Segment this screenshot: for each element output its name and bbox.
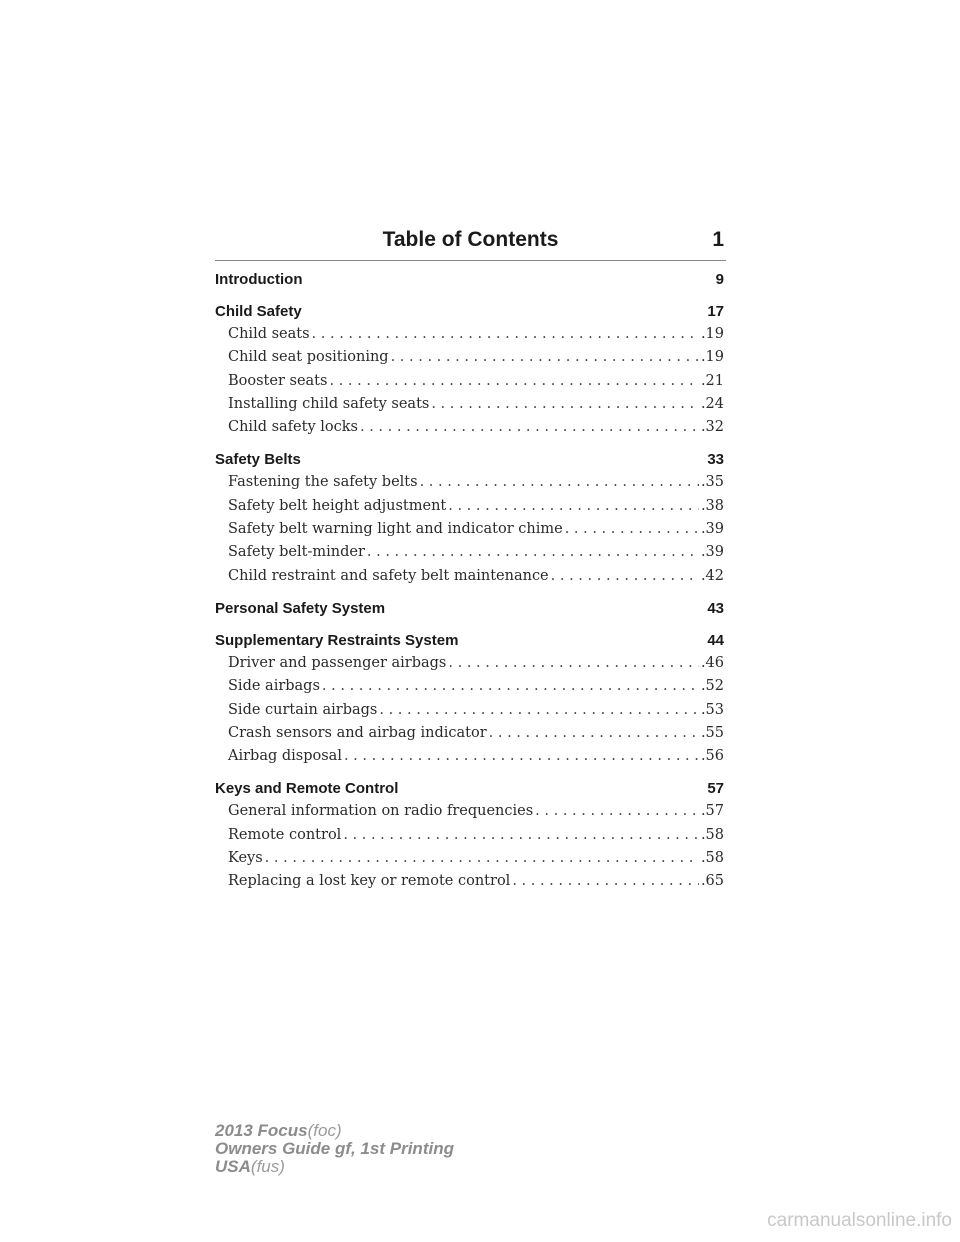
toc-section	[215, 268, 726, 294]
entry-page: .32	[700, 419, 724, 436]
toc-entry[interactable]	[215, 326, 726, 349]
entry-title: General information on radio frequencies	[228, 803, 534, 820]
entry-title: Safety belt-minder	[228, 544, 365, 561]
section-page: 33	[707, 451, 724, 469]
toc-entry[interactable]	[215, 873, 726, 896]
entry-title: Child restraint and safety belt maintenance	[228, 567, 549, 584]
entry-page: .58	[700, 826, 724, 843]
entry-title: Keys	[228, 850, 263, 867]
toc-section-heading[interactable]	[215, 597, 726, 623]
footer-line-1: 2013 Focus(foc)	[215, 1121, 342, 1140]
entry-title: Child seat positioning	[228, 349, 389, 366]
toc-entry[interactable]	[215, 349, 726, 372]
toc-section	[215, 597, 726, 623]
toc-entry[interactable]	[215, 850, 726, 873]
table-of-contents	[215, 268, 726, 903]
entry-page: .57	[700, 803, 724, 820]
dot-leader	[344, 748, 699, 764]
section-page: 43	[707, 599, 724, 617]
toc-entry[interactable]	[215, 678, 726, 701]
toc-entry[interactable]	[215, 655, 726, 678]
toc-entry[interactable]	[215, 498, 726, 521]
entry-page: .58	[700, 850, 724, 867]
toc-section-heading[interactable]	[215, 300, 726, 326]
entry-title: Driver and passenger airbags	[228, 654, 447, 671]
toc-entry[interactable]	[215, 748, 726, 771]
entry-title: Child safety locks	[228, 419, 358, 436]
toc-section	[215, 777, 726, 896]
section-title: Keys and Remote Control	[215, 780, 399, 798]
entry-title: Safety belt height adjustment	[228, 497, 447, 514]
section-page: 17	[707, 303, 724, 320]
toc-section	[215, 629, 726, 771]
entry-page: .55	[700, 724, 724, 741]
section-title: Supplementary Restraints System	[215, 631, 459, 649]
toc-section-heading[interactable]	[215, 268, 726, 294]
toc-entry[interactable]	[215, 568, 726, 591]
entry-page: .19	[700, 349, 724, 366]
entry-page: .39	[700, 521, 724, 538]
entry-page: .39	[700, 544, 724, 561]
dot-leader	[265, 850, 699, 866]
section-page: 9	[715, 271, 724, 288]
dot-leader	[367, 544, 699, 560]
entry-page: .46	[700, 654, 724, 671]
entry-page: .38	[700, 497, 724, 514]
toc-entry[interactable]	[215, 373, 726, 396]
entry-title: Side curtain airbags	[228, 701, 378, 718]
watermark: carmanualsonline.info	[767, 1210, 952, 1231]
section-title: Introduction	[215, 271, 303, 288]
toc-entry[interactable]	[215, 725, 726, 748]
entry-title: Side airbags	[228, 678, 320, 695]
dot-leader	[551, 568, 699, 584]
entry-title: Installing child safety seats	[228, 395, 430, 412]
dot-leader	[379, 702, 699, 718]
dot-leader	[448, 498, 699, 514]
entry-title: Crash sensors and airbag indicator	[228, 724, 487, 741]
section-page: 44	[707, 631, 724, 649]
dot-leader	[312, 326, 699, 342]
toc-section-heading[interactable]	[215, 448, 726, 474]
entry-page: .21	[700, 372, 724, 389]
footer	[215, 1122, 454, 1176]
dot-leader	[448, 655, 699, 671]
entry-page: .56	[700, 748, 724, 765]
entry-title: Safety belt warning light and indicator chime	[228, 521, 563, 538]
entry-page: .52	[700, 678, 724, 695]
entry-title: Remote control	[228, 826, 342, 843]
entry-title: Child seats	[228, 326, 310, 342]
entry-page: .65	[700, 873, 724, 890]
entry-title: Fastening the safety belts	[228, 474, 418, 491]
toc-section	[215, 448, 726, 590]
entry-title: Booster seats	[228, 372, 328, 389]
page-header	[215, 228, 726, 261]
toc-entry[interactable]	[215, 396, 726, 419]
toc-section	[215, 300, 726, 442]
section-title: Personal Safety System	[215, 599, 386, 617]
dot-leader	[565, 521, 699, 537]
toc-section-heading[interactable]	[215, 629, 726, 655]
section-page: 57	[707, 780, 724, 798]
toc-entry[interactable]	[215, 544, 726, 567]
footer-line-2: Owners Guide gf, 1st Printing	[215, 1139, 454, 1158]
toc-entry[interactable]	[215, 419, 726, 442]
dot-leader	[535, 803, 699, 819]
toc-section-heading[interactable]	[215, 777, 726, 803]
dot-leader	[360, 419, 699, 435]
entry-page: .19	[700, 326, 724, 342]
entry-title: Airbag disposal	[228, 748, 342, 765]
dot-leader	[391, 349, 699, 365]
toc-entry[interactable]	[215, 827, 726, 850]
dot-leader	[322, 678, 699, 694]
dot-leader	[512, 873, 699, 889]
dot-leader	[420, 474, 699, 490]
entry-page: .24	[700, 395, 724, 412]
toc-entry[interactable]	[215, 521, 726, 544]
footer-line-3: USA(fus)	[215, 1157, 285, 1176]
toc-entry[interactable]	[215, 702, 726, 725]
page-title: Table of Contents	[382, 228, 559, 251]
entry-title: Replacing a lost key or remote control	[228, 873, 511, 890]
page-number: 1	[712, 228, 724, 251]
entry-page: .53	[700, 701, 724, 718]
section-title: Child Safety	[215, 303, 302, 320]
dot-leader	[343, 827, 699, 843]
dot-leader	[329, 373, 698, 389]
toc-entry[interactable]	[215, 803, 726, 826]
dot-leader	[431, 396, 699, 412]
toc-entry[interactable]	[215, 474, 726, 497]
dot-leader	[489, 725, 699, 741]
section-title: Safety Belts	[215, 451, 301, 469]
entry-page: .35	[700, 474, 724, 491]
entry-page: .42	[700, 567, 724, 584]
